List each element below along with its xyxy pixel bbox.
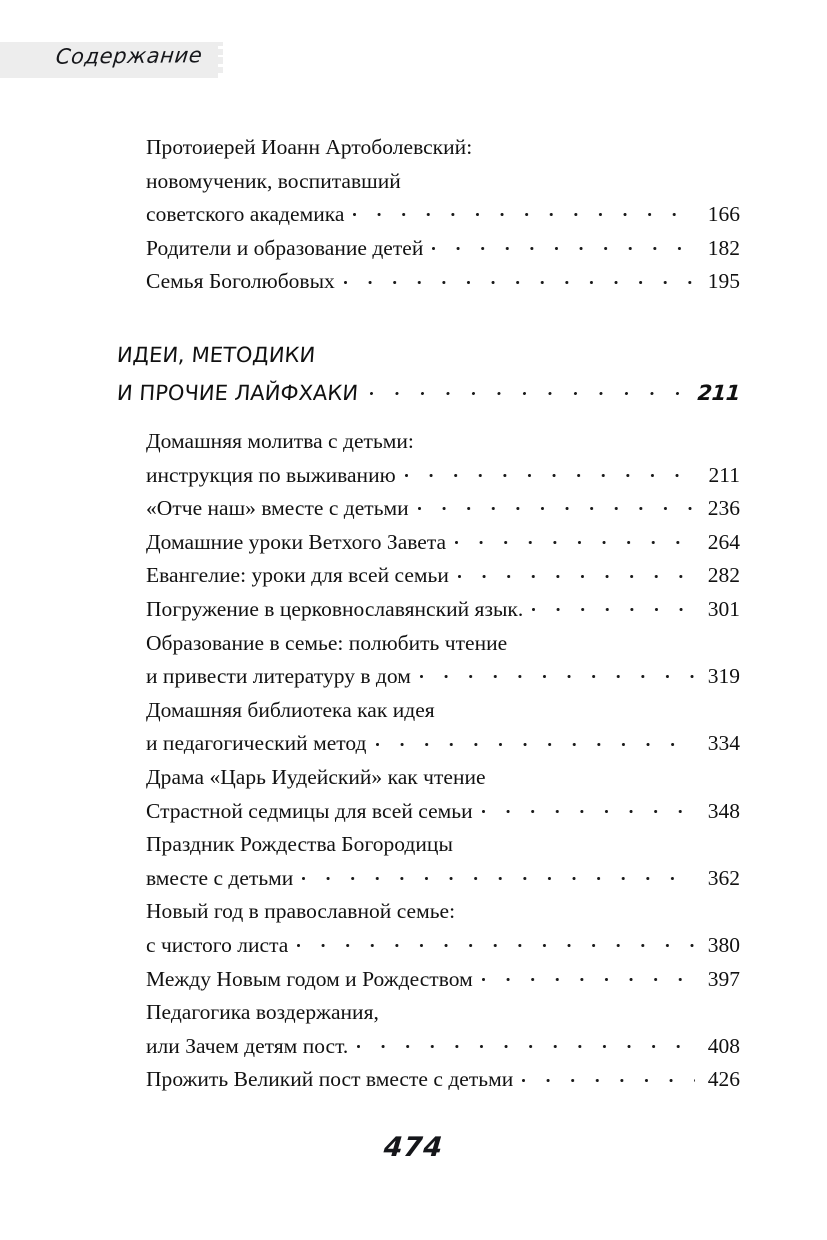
toc-entry-label: Евангелие: уроки для всей семьи — [146, 563, 449, 588]
toc-entry-line[interactable] — [146, 1063, 740, 1097]
toc-entry-page-number: 319 — [707, 664, 740, 689]
toc-entry-page-number: 334 — [707, 731, 740, 756]
toc-entry-label: советского академика — [146, 202, 345, 227]
toc-entry-label: Новый год в православной семье: — [146, 899, 456, 924]
toc-dot-leader — [462, 830, 695, 852]
toc-dot-leader — [344, 267, 695, 289]
toc-entry-line[interactable] — [146, 265, 740, 299]
toc-entry-line[interactable] — [146, 996, 740, 1030]
toc-entry-label: Драма «Царь Иудейский» как чтение — [146, 764, 486, 789]
toc-entry-page-number: 282 — [707, 563, 740, 588]
toc-dot-leader — [327, 341, 691, 362]
toc-entry-label: Прожить Великий пост вместе с детьми — [146, 1067, 514, 1092]
toc-entry-label: Протоиерей Иоанн Артоболевский: — [146, 135, 473, 159]
toc-dot-leader — [410, 166, 695, 188]
toc-dot-leader — [455, 527, 695, 549]
toc-entry-line[interactable] — [146, 526, 740, 560]
toc-entry-line[interactable] — [146, 727, 740, 761]
toc-entry-label: вместе с детьми — [146, 865, 294, 890]
toc-entry-line[interactable] — [146, 862, 740, 896]
toc-dot-leader — [516, 628, 695, 650]
toc-section-heading — [117, 336, 740, 412]
toc-dot-leader — [464, 897, 695, 919]
toc-entry-page-number: 264 — [707, 529, 740, 554]
toc-entry-line[interactable] — [146, 895, 740, 929]
toc-dot-leader — [423, 427, 695, 449]
toc-dot-leader — [495, 762, 695, 784]
toc-entry-page-number: 348 — [707, 798, 740, 823]
toc-entry-line[interactable] — [146, 593, 740, 627]
toc-entry-label: инструкция по выживанию — [146, 462, 396, 487]
toc-dot-leader — [481, 133, 695, 155]
toc-entry-page-number: 362 — [707, 865, 740, 890]
toc-entry-line[interactable] — [146, 1030, 740, 1064]
toc-dot-leader — [482, 796, 695, 818]
toc-entry-line[interactable] — [146, 761, 740, 795]
toc-entry-line[interactable] — [146, 694, 740, 728]
toc-entry-page-number: 211 — [708, 462, 740, 487]
toc-dot-leader — [522, 1065, 695, 1087]
toc-entry-label: Праздник Рождества Богородицы — [146, 832, 453, 857]
toc-entry-page-number: 236 — [707, 496, 740, 521]
toc-dot-leader — [370, 379, 691, 400]
toc-entry-line[interactable] — [146, 198, 740, 232]
toc-entry-label: Погружение в церковнославянский язык. — [146, 596, 524, 621]
toc-group-two — [146, 425, 740, 1097]
toc-dot-leader — [432, 233, 695, 255]
toc-entry-label: Домашние уроки Ветхого Завета — [146, 529, 447, 554]
toc-entry-line[interactable] — [116, 374, 742, 412]
toc-entry-line[interactable] — [146, 660, 740, 694]
toc-entry-line[interactable] — [146, 828, 740, 862]
toc-entry-label: и педагогический метод — [146, 731, 367, 756]
toc-dot-leader — [302, 863, 695, 885]
toc-dot-leader — [532, 594, 695, 616]
toc-entry-label: или Зачем детям пост. — [146, 1033, 349, 1058]
toc-dot-leader — [482, 964, 695, 986]
toc-entry-label: Домашняя библиотека как идея — [146, 697, 435, 722]
toc-entry-label: с чистого листа — [146, 932, 289, 957]
toc-entry-page-number: 301 — [707, 596, 740, 621]
toc-entry-label: Педагогика воздержания, — [146, 1000, 379, 1025]
toc-entry-label: Родители и образование детей — [146, 235, 424, 260]
toc-entry-label: Семья Боголюбовых — [146, 269, 335, 294]
toc-entry-label: Страстной седмицы для всей семьи — [146, 798, 473, 823]
toc-entry-line[interactable] — [146, 131, 740, 165]
running-header-title: Содержание — [54, 43, 204, 69]
toc-dot-leader — [458, 561, 695, 583]
toc-dot-leader — [444, 695, 695, 717]
toc-dot-leader — [376, 729, 695, 751]
toc-group-one — [146, 131, 740, 299]
toc-dot-leader — [357, 1031, 695, 1053]
toc-entry-page-number: 426 — [707, 1067, 740, 1092]
toc-entry-label: Образование в семье: полюбить чтение — [146, 630, 508, 655]
toc-entry-line[interactable] — [146, 165, 740, 199]
toc-dot-leader — [405, 460, 695, 482]
toc-entry-line[interactable] — [146, 627, 740, 661]
toc-dot-leader — [353, 200, 695, 222]
toc-entry-line[interactable] — [146, 929, 740, 963]
toc-entry-label: ИДЕИ, МЕТОДИКИ — [116, 343, 317, 367]
toc-entry-line[interactable] — [146, 963, 740, 997]
toc-dot-leader — [297, 930, 695, 952]
toc-entry-line[interactable] — [146, 559, 740, 593]
toc-entry-label: Между Новым годом и Рождеством — [146, 966, 473, 991]
toc-entry-line[interactable] — [146, 425, 740, 459]
toc-entry-label: новомученик, воспитавший — [146, 168, 401, 193]
toc-dot-leader — [388, 998, 695, 1020]
toc-entry-label: и привести литературу в дом — [146, 664, 411, 689]
toc-entry-page-number: 397 — [707, 966, 740, 991]
toc-entry-page-number: 380 — [707, 932, 740, 957]
toc-entry-label: Домашняя молитва с детьми: — [146, 429, 414, 453]
page-folio: 474 — [382, 1132, 445, 1163]
toc-dot-leader — [418, 494, 695, 516]
toc-entry-page-number: 182 — [707, 235, 740, 260]
toc-entry-line[interactable] — [116, 336, 742, 374]
toc-entry-line[interactable] — [146, 459, 740, 493]
toc-entry-page-number: 211 — [696, 381, 741, 405]
toc-entry-page-number: 166 — [707, 202, 740, 227]
toc-entry-line[interactable] — [146, 492, 740, 526]
toc-entry-line[interactable] — [146, 232, 740, 266]
toc-dot-leader — [420, 662, 695, 684]
toc-entry-page-number: 195 — [707, 269, 740, 294]
toc-entry-label: И ПРОЧИЕ ЛАЙФХАКИ — [116, 381, 359, 405]
toc-entry-line[interactable] — [146, 795, 740, 829]
toc-entry-page-number: 408 — [707, 1033, 740, 1058]
toc-entry-label: «Отче наш» вместе с детьми — [146, 496, 409, 521]
